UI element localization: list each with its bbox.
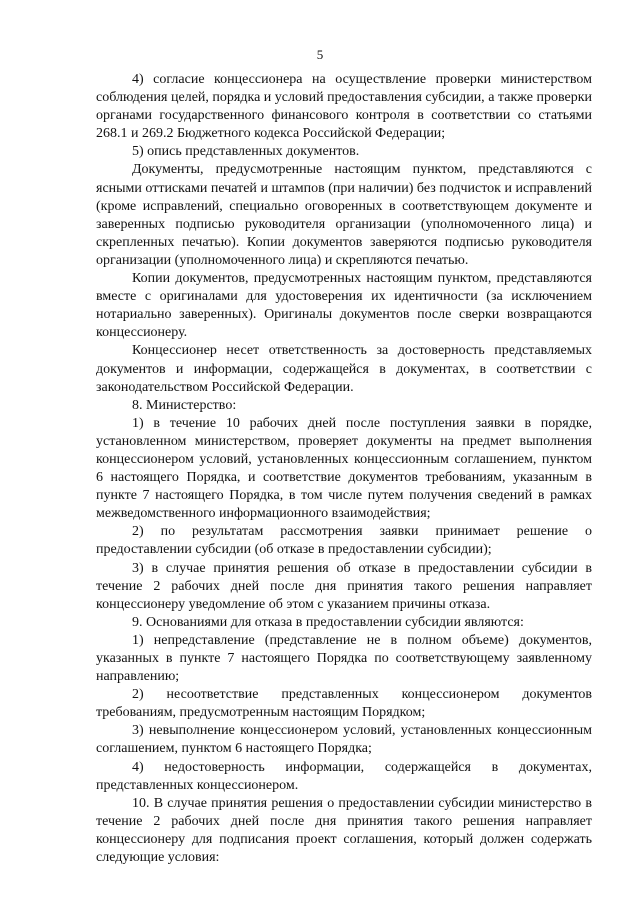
document-body bbox=[96, 71, 592, 867]
paragraph-responsibility: Концессионер несет ответственность за достоверность представляемых документов и информации, содержащейся в документах, в соответствии с законодательством Российской Федерации. bbox=[96, 343, 592, 395]
paragraph-section-9-item-3: 3) невыполнение концессионером условий, установленных концессионным соглашением, пунктом 6 настоящего Порядка; bbox=[96, 723, 592, 757]
paragraph-section-9-item-1: 1) непредставление (представление не в полном объеме) документов, указанных в пункте 7 настоящего Порядка по соответствующему заявленному направлению; bbox=[96, 632, 592, 685]
paragraph-section-8-item-2: 2) по результатам рассмотрения заявки принимает решение о предоставлении субсидии (об отказе в предоставлении субсидии); bbox=[96, 524, 592, 558]
paragraph-copies-with-originals: Копии документов, предусмотренных настоящим пунктом, представляются вместе с оригиналами для удостоверения их идентичности (за исключением нотариально заверенных). Оригиналы документов после сверки возвращаются концессионеру. bbox=[96, 271, 592, 341]
paragraph-section-9-heading: 9. Основаниями для отказа в предоставлении субсидии являются: bbox=[132, 614, 524, 630]
paragraph-item-4-consent: 4) согласие концессионера на осуществление проверки министерством соблюдения целей, порядка и условий предоставления субсидии, а также проверки органами государственного финансового контроля в соответствии со статьями 268.1 и 269.2 Бюджетного кодекса Российской Федерации; bbox=[96, 72, 592, 142]
paragraph-section-9-item-4: 4) недостоверность информации, содержащейся в документах, представленных концессионером. bbox=[96, 759, 592, 793]
page-number: 5 bbox=[316, 47, 324, 62]
paragraph-section-8-item-3: 3) в случае принятия решения об отказе в предоставлении субсидии в течение 2 рабочих дней после дня принятия такого решения направляет концессионеру уведомление об этом с указанием причины отказа. bbox=[96, 560, 592, 612]
paragraph-section-8-item-1: 1) в течение 10 рабочих дней после поступления заявки в порядке, установленном министерством, проверяет документы на предмет выполнения концессионером условий, установленных концессионным соглашением, пунктом 6 настоящего Порядка, и соответствие документов требованиям, указанным в пункте 7 настоящего Порядка, в том числе путем получения сведений в рамках межведомственного информационного взаимодействия; bbox=[96, 415, 592, 522]
paragraph-documents-requirements: Документы, предусмотренные настоящим пунктом, представляются с ясными оттисками печатей и штампов (при наличии) без подчисток и исправлений (кроме исправлений, специально оговоренных в соответствующем документе и заверенных подписью руководителя организации (уполномоченного лица) и скрепленных печатью). Копии документов заверяются подписью руководителя организации (уполномоченного лица) и скрепляются печатью. bbox=[96, 162, 592, 268]
paragraph-item-5-inventory: 5) опись представленных документов. bbox=[132, 144, 360, 160]
paragraph-section-10: 10. В случае принятия решения о предоставлении субсидии министерство в течение 2 рабочих дней после дня принятия такого решения направляет концессионеру для подписания проект соглашения, который должен содержать следующие условия: bbox=[96, 795, 592, 866]
paragraph-section-9-item-2: 2) несоответствие представленных концессионером документов требованиям, предусмотренным настоящим Порядком; bbox=[96, 687, 592, 721]
paragraph-section-8-heading: 8. Министерство: bbox=[132, 397, 237, 413]
